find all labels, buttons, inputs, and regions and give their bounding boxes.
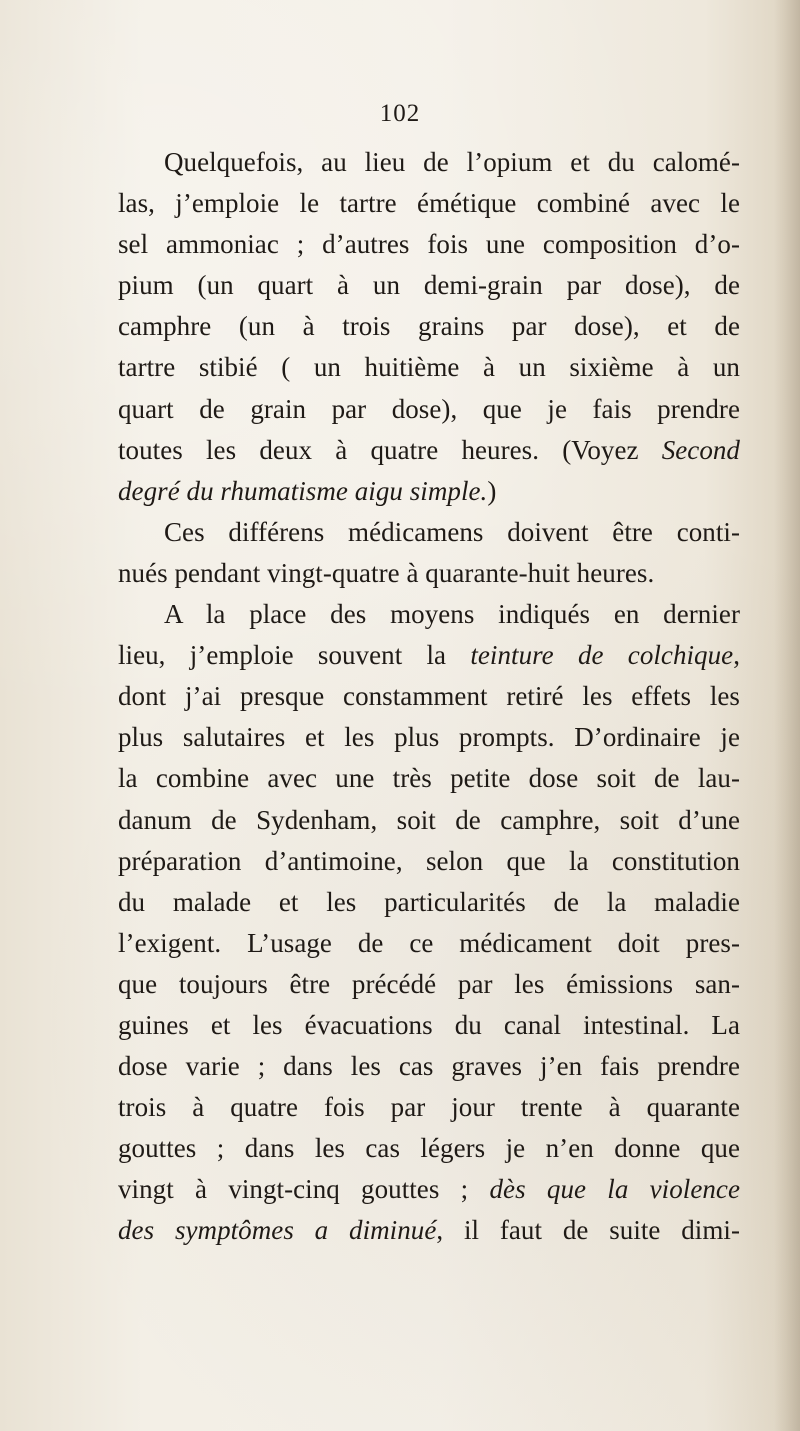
text-segment: du malade et les particularités de la maladie [118,886,740,917]
text-line [118,389,740,430]
text-segment: nués pendant vingt-quatre à quarante-huit heures. [118,557,655,588]
text-line [118,964,740,1005]
page-number: 102 [379,100,421,127]
page-text [118,142,740,1252]
text-segment: lieu, j’emploie souvent la [118,640,471,671]
text-segment: trois à quatre fois par jour trente à quarante [118,1092,740,1123]
text-segment: , il faut de suite dimi- [436,1215,741,1246]
text-line [118,306,740,347]
text-line [118,594,740,635]
text-segment: , [733,640,741,671]
text-segment: sel ammoniac ; d’autres fois une composition d’o- [118,229,740,260]
text-line [118,635,740,676]
text-line [118,512,740,553]
italic-phrase: dès que la violence [489,1174,740,1205]
text-line [118,1169,740,1210]
text-segment: la combine avec une très petite dose soit de lau- [118,763,740,794]
text-segment: quart de grain par dose), que je fais prendre [118,393,740,424]
text-segment: l’exigent. L’usage de ce médicament doit pres- [118,927,740,958]
text-line [118,553,740,594]
text-segment: toutes les deux à quatre heures. (Voyez [118,434,662,465]
italic-reference: degré du rhumatisme aigu simple. [118,475,488,506]
page-edge-shadow [774,0,800,1431]
text-segment: guines et les évacuations du canal intestinal. La [118,1009,740,1040]
text-segment: dont j’ai presque constamment retiré les effets les [118,681,740,712]
text-segment: plus salutaires et les plus prompts. D’ordinaire je [118,722,740,753]
italic-reference: Second [661,434,740,465]
text-line [118,1210,740,1251]
text-segment: ) [487,475,497,506]
text-segment: que toujours être précédé par les émissions san- [118,968,740,999]
text-line [118,265,740,306]
text-line [118,430,740,471]
text-segment: gouttes ; dans les cas légers je n’en donne que [118,1133,740,1164]
text-segment: tartre stibié ( un huitième à un sixième à un [118,352,740,383]
text-line [118,1005,740,1046]
text-segment: préparation d’antimoine, selon que la constitution [118,845,740,876]
text-line [118,1128,740,1169]
text-segment: camphre (un à trois grains par dose), et de [118,311,740,342]
text-segment: Quelquefois, au lieu de l’opium et du calomé- [164,147,740,177]
text-line [118,758,740,799]
text-segment: danum de Sydenham, soit de camphre, soit d’une [118,804,740,835]
text-line [118,882,740,923]
text-segment: Ces différens médicamens doivent être conti- [164,516,740,547]
text-line [118,1046,740,1087]
italic-term: teinture de colchique [470,640,734,671]
text-segment: vingt à vingt-cinq gouttes ; [118,1174,490,1205]
text-line [118,676,740,717]
text-line [118,717,740,758]
text-segment: A la place des moyens indiqués en dernier [164,599,740,630]
text-line [118,471,740,512]
text-line [118,841,740,882]
text-line [118,1087,740,1128]
text-line [118,224,740,265]
text-line [118,800,740,841]
italic-phrase: des symptômes a diminué [118,1215,437,1246]
text-line [118,183,740,224]
text-line [118,142,740,183]
text-segment: pium (un quart à un demi-grain par dose), de [118,270,740,301]
text-segment: las, j’emploie le tartre émétique combiné avec le [118,188,740,219]
text-line [118,923,740,964]
text-segment: dose varie ; dans les cas graves j’en fais prendre [118,1051,740,1082]
text-line [118,347,740,388]
